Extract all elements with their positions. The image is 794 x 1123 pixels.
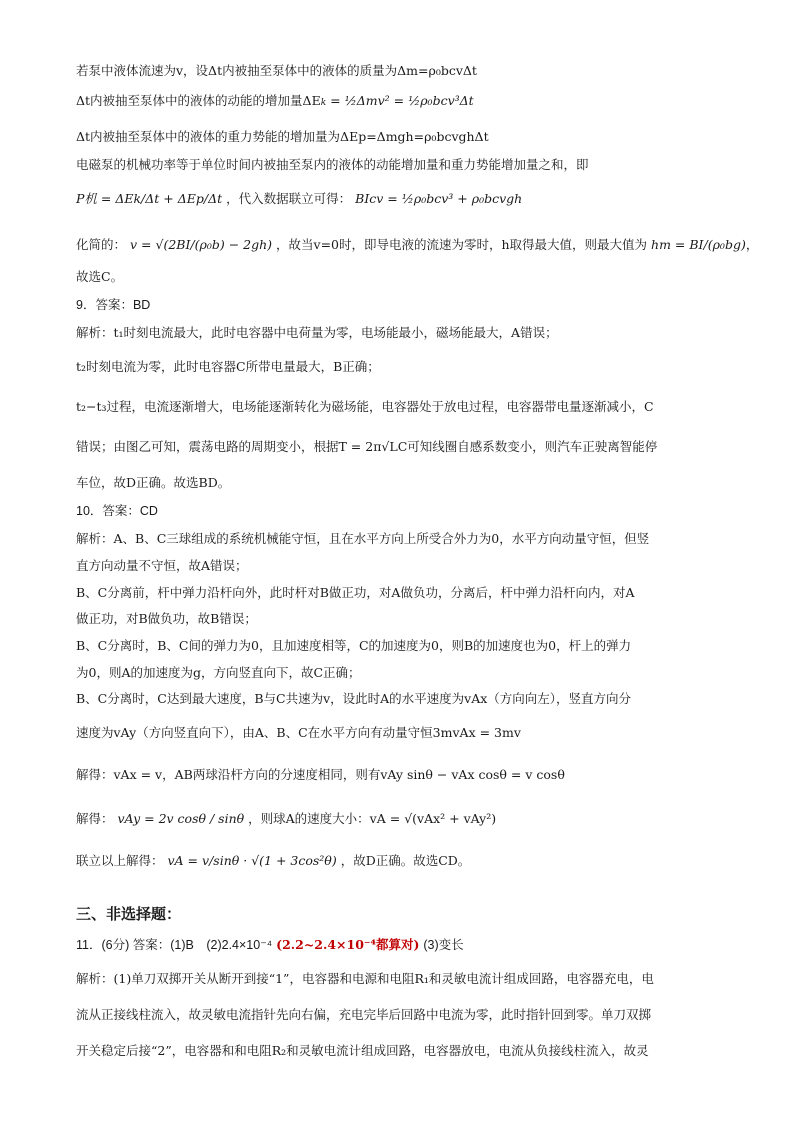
text-line: 速度为vAy（方向竖直向下），由A、B、C在水平方向有动量守恒3mvAx = 3mv [76,725,521,740]
text-line: 流从正接线柱流入，故灵敏电流指针先向右偏，充电完毕后回路中电流为零，此时指针回到零。单刀双掷 [76,1007,652,1022]
text-span: 化简的： [76,237,127,252]
answer-heading: 9．答案：BD [76,298,151,312]
text-line: 开关稳定后接“2”，电容器和和电阻R₂和灵敏电流计组成回路，电容器放电，电流从负接线柱流入，故灵 [76,1043,649,1058]
text-line: t₂时刻电流为零，此时电容器C所带电量最大，B正确； [76,359,380,374]
formula-line [76,190,726,208]
formula: P机 = ΔEk/Δt + ΔEp/Δt [76,191,223,206]
text-span: ，代入数据联立可得： [226,191,352,206]
text-line: 解析：A、B、C三球组成的系统机械能守恒，且在水平方向上所受合外力为0，水平方向动量守恒，但竖 [76,531,650,546]
text-line: 直方向动量不守恒，故A错误； [76,558,248,573]
text-line: 电磁泵的机械功率等于单位时间内被抽至泵内的液体的动能增加量和重力势能增加量之和，即 [76,157,589,172]
text-line: B、C分离时，C达到最大速度，B与C共速为v，设此时A的水平速度为vAx（方向向左），竖直方向分 [76,691,632,706]
text-line: B、C分离前，杆中弹力沿杆向外，此时杆对B做正功，对A做负功，分离后，杆中弹力沿杆向内，对A [76,585,635,600]
formula-line [76,236,759,254]
text-line: 错误；由图乙可知，震荡电路的周期变小，根据T = 2π√LC可知线圈自感系数变小，则汽车正驶离智能停 [76,439,658,454]
formula: v = √(2BI/(ρ₀b) − 2gh) [130,237,273,252]
formula-line: Δt内被抽至泵体中的液体的动能的增加量ΔEk = ½Δmv² = ½ρ₀bcv³Δt [76,93,474,108]
text-span: ，故D正确。故选CD。 [340,853,471,868]
text-line: 故选C。 [76,269,124,284]
formula-line [76,810,726,828]
text-line: Δt内被抽至泵体中的液体的重力势能的增加量为ΔEp=Δmgh=ρ₀bcvghΔt [76,129,489,144]
formula: BIcv = ½ρ₀bcv³ + ρ₀bcvgh [355,191,523,206]
formula: = ½Δmv² = ½ρ₀bcv³Δt [330,93,474,108]
formula-line [76,852,726,870]
answer-heading: 10．答案：CD [76,504,158,518]
formula: vA = v/sinθ · √(1 + 3cos²θ) [167,853,337,868]
section-heading: 三、非选择题： [76,906,182,923]
text-line: 解析：(1)单刀双掷开关从断开到接“1”，电容器和电源和电阻R₁和灵敏电流计组成回路，电容器充电，电 [76,971,654,986]
text-span: ，故当v=0时，即导电液的流速为零时，h取得最大值，则最大值为 [276,237,648,252]
text-line: t₂−t₃过程，电流逐渐增大，电场能逐渐转化为磁场能，电容器处于放电过程，电容器带电量逐渐减小，C [76,399,654,414]
text-line: 若泵中液体流速为v，设Δt内被抽至泵体中的液体的质量为Δm=ρ₀bcvΔt [76,63,477,78]
text-span: ，则球A的速度大小：vA = √(vAx² + vAy²) [248,811,497,826]
answer-line [76,936,726,954]
answer-text: 11．(6分) 答案：(1)B (2)2.4×10⁻⁴ [76,938,273,952]
formula: hm = BI/(ρ₀bg) [651,237,746,252]
text-span: 联立以上解得： [76,853,164,868]
answer-text: (3)变长 [423,938,464,952]
formula: vAy = 2v cosθ / sinθ [117,811,245,826]
text-span: Δt内被抽至泵体中的液体的动能的增加量ΔE [76,93,321,108]
text-line: 做正功，对B做负功，故B错误； [76,611,257,626]
text-line: 车位，故D正确。故选BD。 [76,475,231,490]
text-span: 解得： [76,811,114,826]
text-line: 为0，则A的加速度为g，方向竖直向下，故C正确； [76,665,361,680]
text-span: ， [745,237,759,252]
answer-note: (2.2~2.4×10⁻⁴都算对) [276,937,420,952]
text-line: 解得：vAx = v，AB两球沿杆方向的分速度相同，则有vAy sinθ − vAx cosθ = v cosθ [76,767,565,782]
text-line: 解析：t₁时刻电流最大，此时电容器中电荷量为零，电场能最小，磁场能最大，A错误； [76,325,558,340]
text-line: B、C分离时，B、C间的弹力为0，且加速度相等，C的加速度为0，则B的加速度也为0，杆上的弹力 [76,638,632,653]
